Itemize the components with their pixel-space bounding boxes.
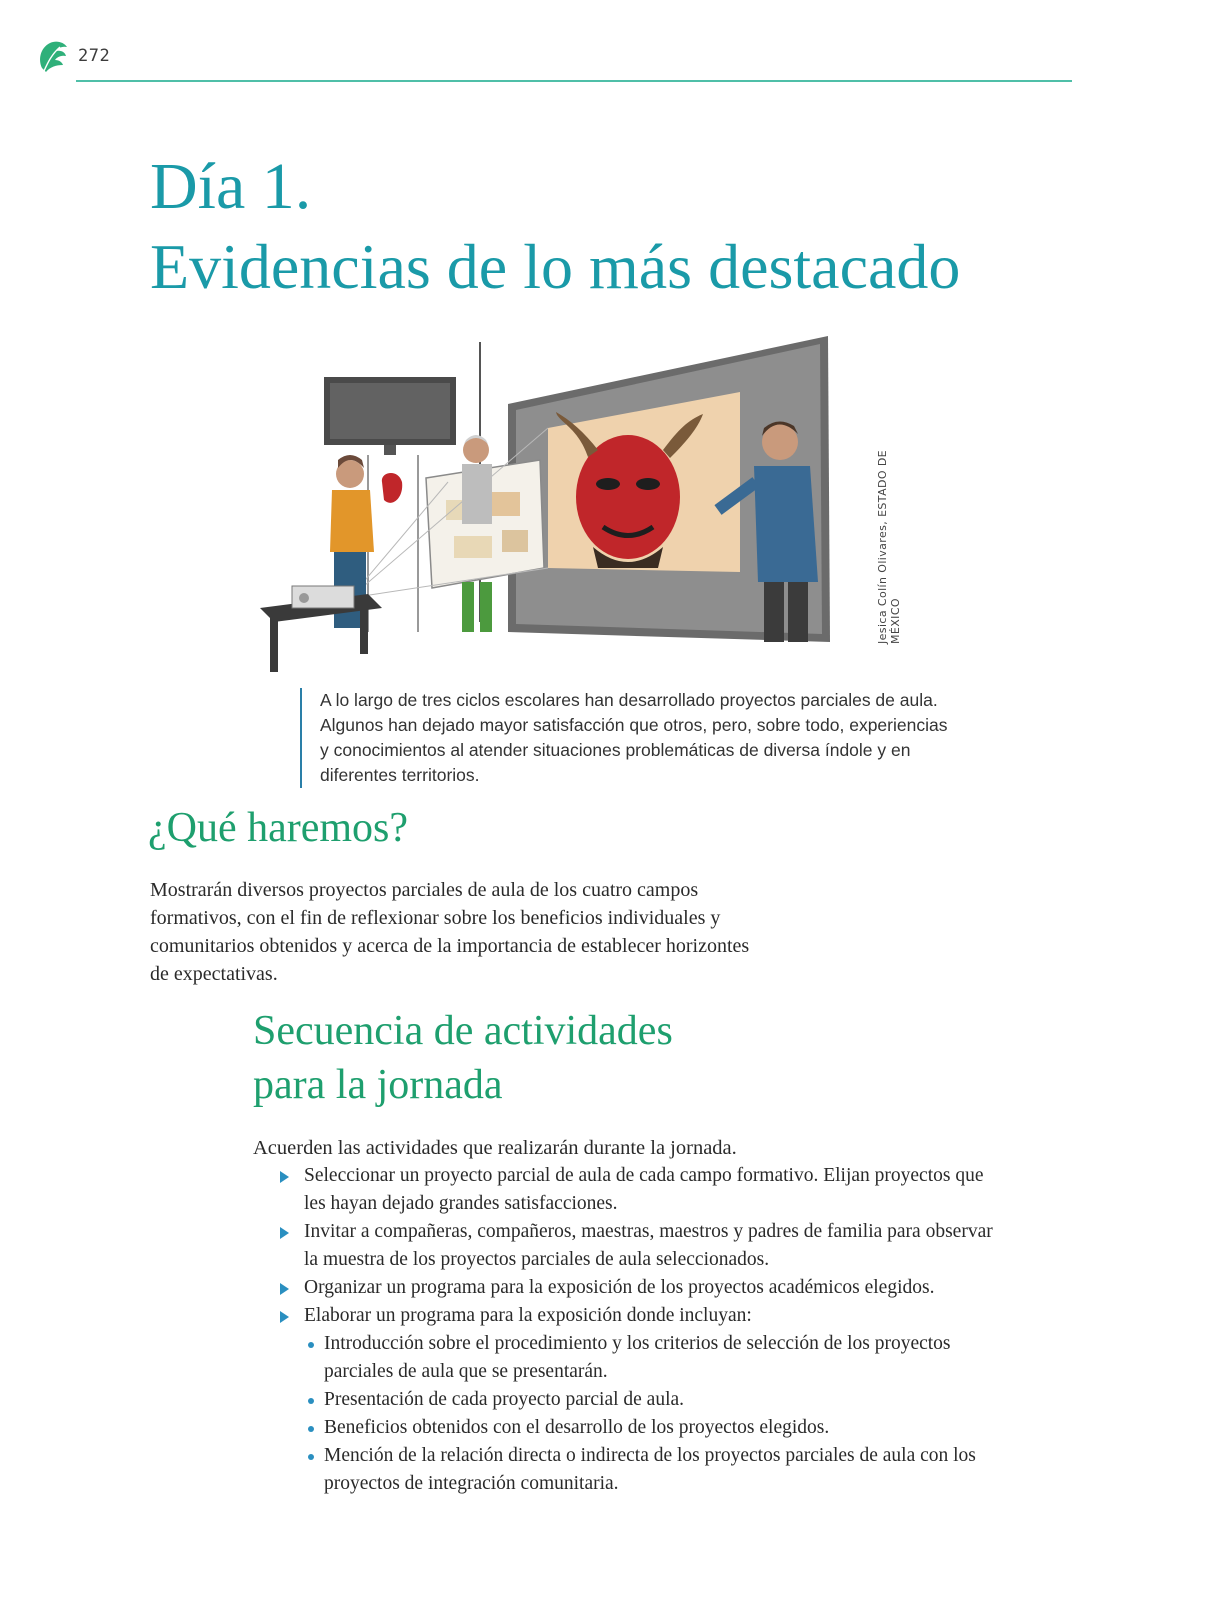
- dot-bullet-icon: [308, 1426, 314, 1432]
- activity-list: [278, 1162, 998, 1498]
- dot-bullet-icon: [308, 1398, 314, 1404]
- triangle-bullet-icon: [280, 1283, 289, 1295]
- list-item: Seleccionar un proyecto parcial de aula de cada campo formativo. Elijan proyectos que les hayan dejado grandes satisfacciones.: [278, 1162, 998, 1218]
- heading-line-1: Secuencia de actividades: [253, 1008, 673, 1054]
- sub-list-item: Beneficios obtenidos con el desarrollo de los proyectos elegidos.: [304, 1414, 998, 1442]
- classroom-projection-illustration: [258, 332, 858, 682]
- page-number: 272: [78, 46, 111, 66]
- secuencia-lead: Acuerden las actividades que realizarán durante la jornada.: [253, 1137, 737, 1159]
- sub-list-item: Presentación de cada proyecto parcial de aula.: [304, 1386, 998, 1414]
- sub-list-item: Mención de la relación directa o indirecta de los proyectos parciales de aula con los proyectos de integración comunitaria.: [304, 1442, 998, 1498]
- day-title: Día 1.: [150, 150, 312, 223]
- dot-bullet-icon: [308, 1342, 314, 1348]
- intro-callout: [300, 688, 960, 788]
- heading-line-2: para la jornada: [253, 1062, 503, 1108]
- que-haremos-text: Mostrarán diversos proyectos parciales de aula de los cuatro campos formativos, con el fin de reflexionar sobre los beneficios individuales y comunitarios obtenidos y acerca de la importancia de establecer horizontes de expectativas.: [150, 879, 750, 985]
- triangle-bullet-icon: [280, 1227, 289, 1239]
- sub-list-item: Introducción sobre el procedimiento y los criterios de selección de los proyectos parciales de aula que se presentarán.: [304, 1330, 998, 1386]
- list-item: Elaborar un programa para la exposición donde incluyan: Introducción sobre el procedimiento y los criterios de selección de los proyectos parciales de aula que se presentarán. Presentación de cada proyecto parcial de aula. Beneficios obtenidos con el desarrollo de los proyectos elegidos. Mención de la relación directa o indirecta de los proyectos parciales de aula con los proyectos de integración comunitaria.: [278, 1302, 998, 1498]
- header-divider: [76, 80, 1072, 82]
- section-heading-que-haremos: ¿Qué haremos?: [148, 805, 409, 851]
- list-item: Organizar un programa para la exposición de los proyectos académicos elegidos.: [278, 1274, 998, 1302]
- dot-bullet-icon: [308, 1454, 314, 1460]
- illustration-credit: Jesica Colín Olivares, ESTADO DE MÉXICO: [876, 449, 902, 644]
- section-heading-secuencia: [253, 1004, 853, 1112]
- page-title: Evidencias de lo más destacado: [150, 231, 961, 302]
- triangle-bullet-icon: [280, 1171, 289, 1183]
- triangle-bullet-icon: [280, 1311, 289, 1323]
- sub-list: [304, 1330, 998, 1498]
- leaf-logo-icon: [36, 38, 70, 74]
- intro-text: A lo largo de tres ciclos escolares han desarrollado proyectos parciales de aula. Algunos han dejado mayor satisfacción que otros, pero, sobre todo, experiencias y conocimientos al atender situaciones problemáticas de diversa índole y en diferentes territorios.: [320, 690, 948, 785]
- list-item: Invitar a compañeras, compañeros, maestras, maestros y padres de familia para observar la muestra de los proyectos parciales de aula seleccionados.: [278, 1218, 998, 1274]
